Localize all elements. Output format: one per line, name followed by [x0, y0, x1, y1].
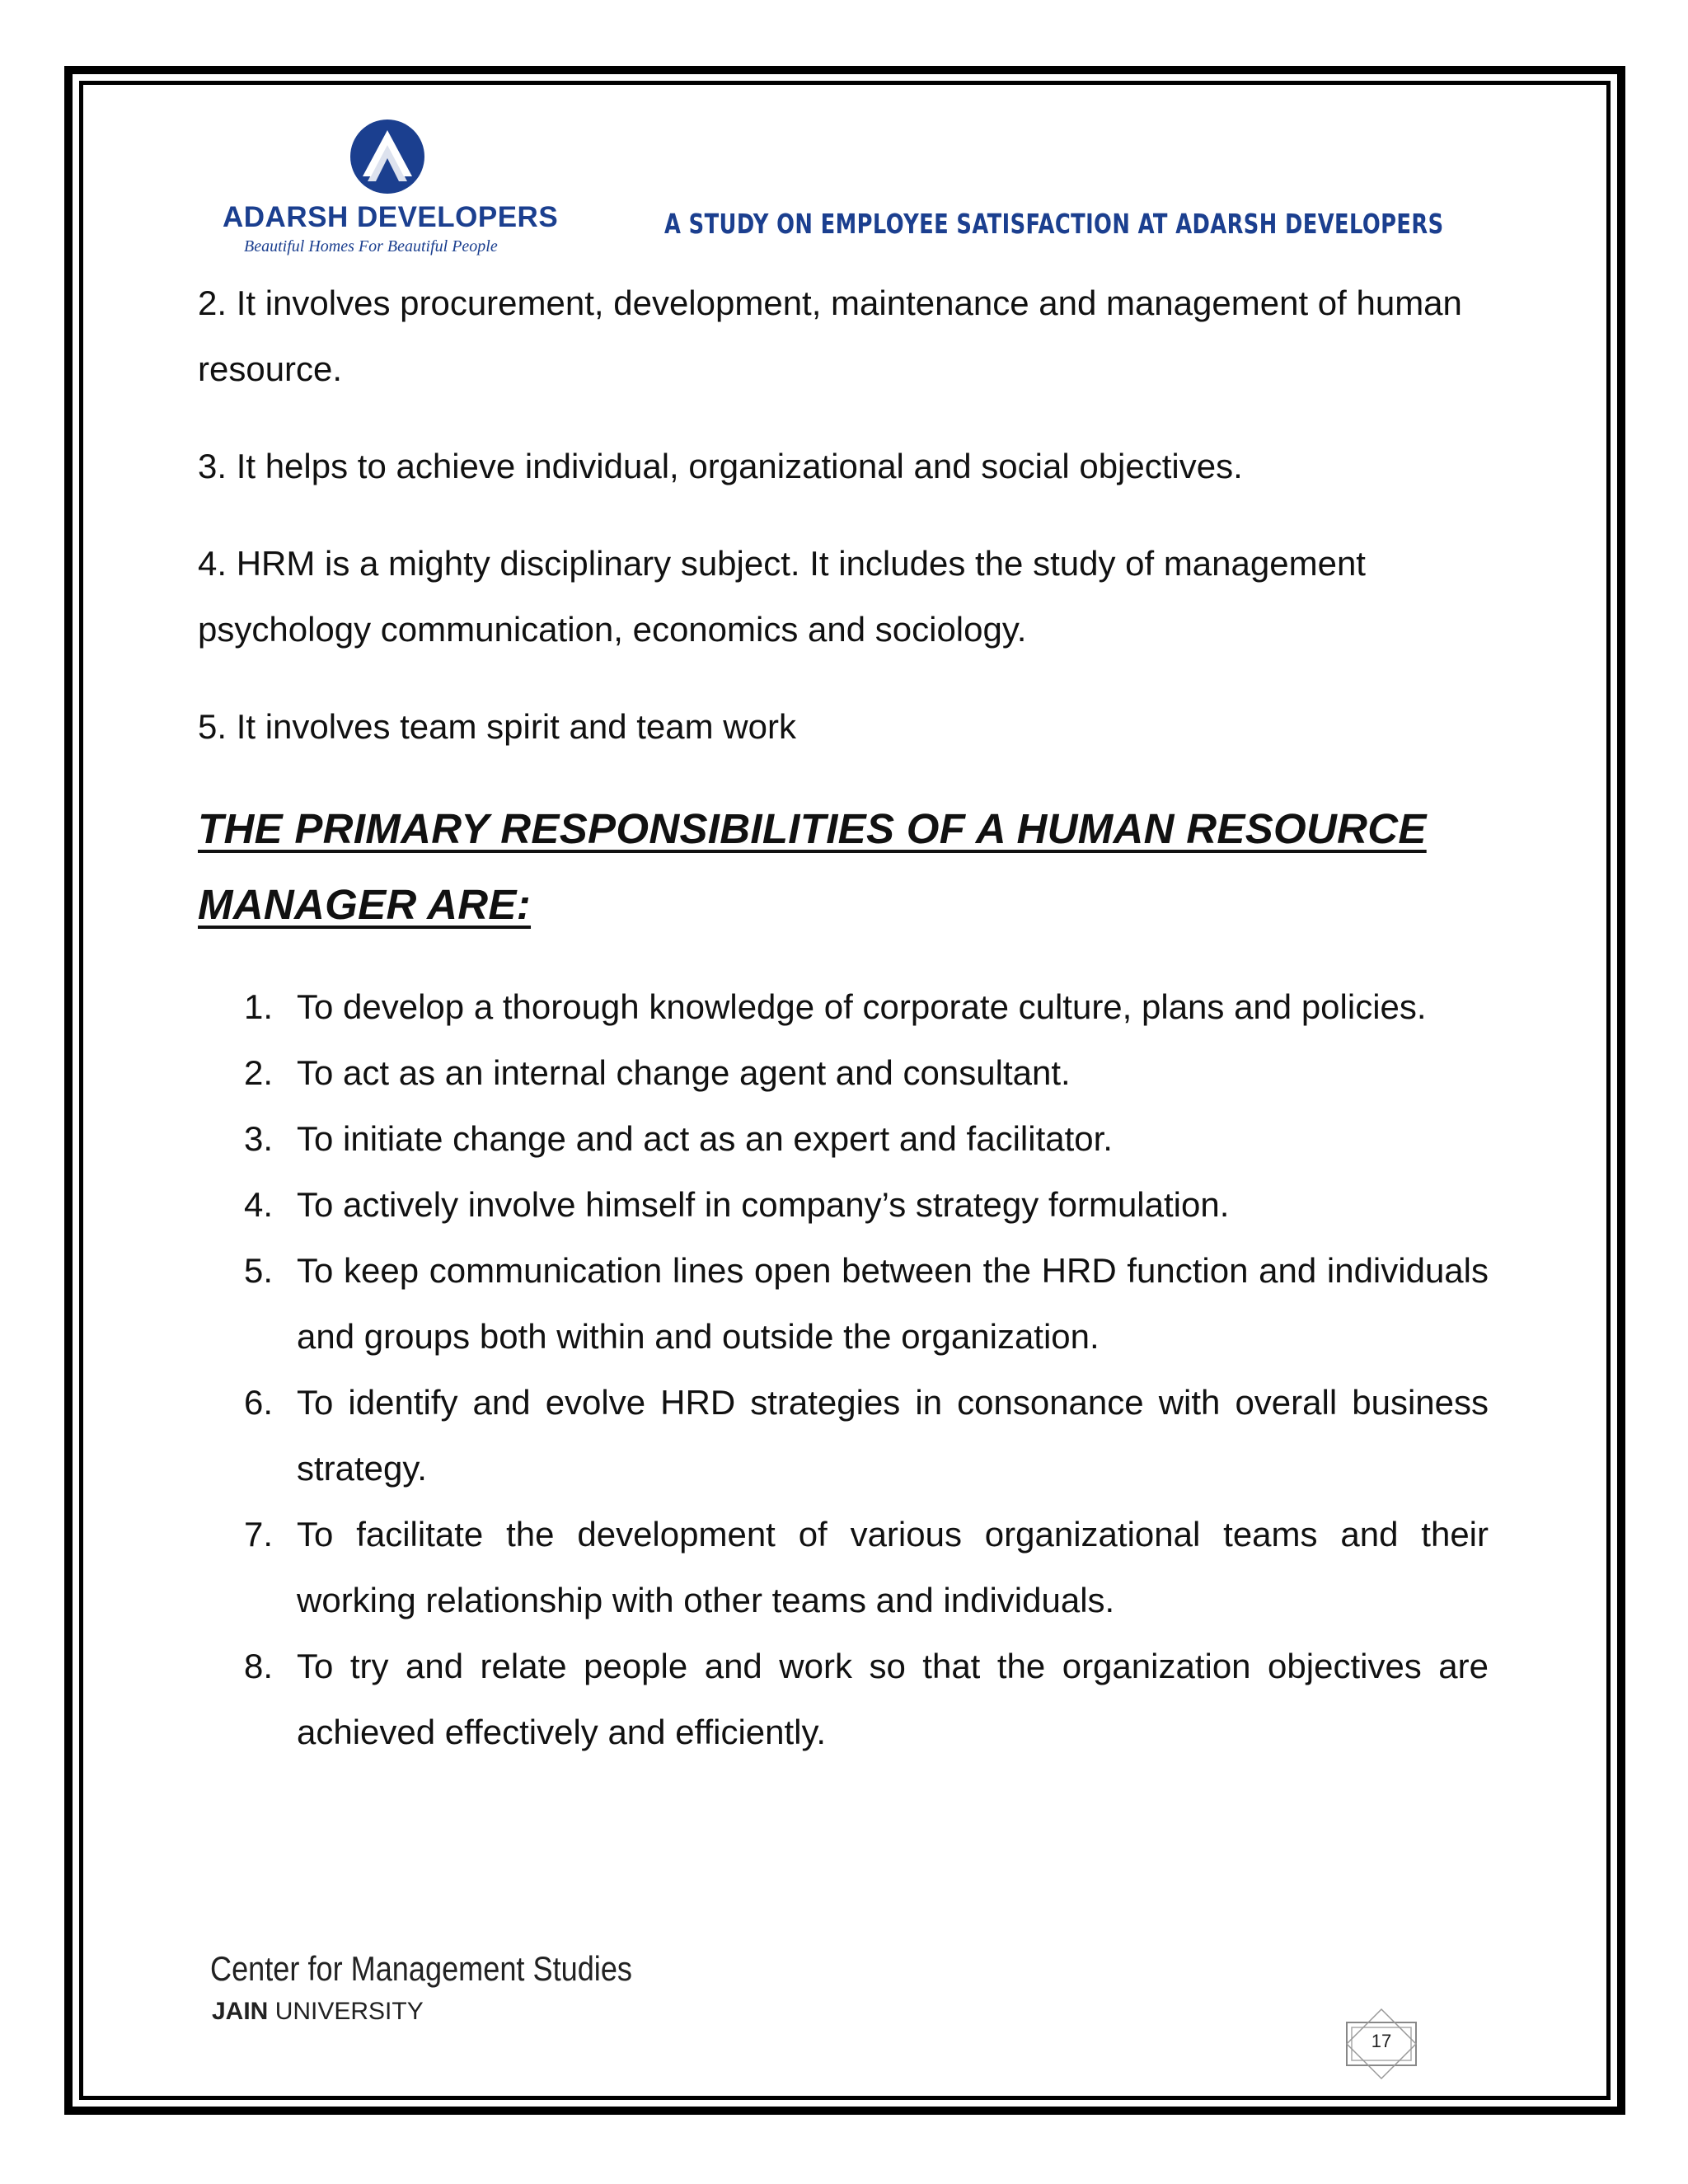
list-item-text: To try and relate people and work so that the organization objectives are achieved effectively and efficiently. [297, 1647, 1489, 1751]
intro-item: 4. HRM is a mighty disciplinary subject. It includes the study of management psychology communication, economics and sociology. [198, 544, 1366, 649]
intro-item: 2. It involves procurement, development, maintenance and management of human resource. [198, 284, 1462, 388]
brand-tagline: Beautiful Homes For Beautiful People [244, 237, 498, 255]
list-item-text: To act as an internal change agent and consultant. [297, 1053, 1071, 1092]
footer-university [212, 1998, 424, 2026]
page-content [198, 270, 1489, 1765]
list-item [198, 1172, 1489, 1238]
footer-fine-print [254, 2030, 256, 2037]
intro-item: 3. It helps to achieve individual, organizational and social objectives. [198, 447, 1243, 485]
list-item-text: To identify and evolve HRD strategies in consonance with overall business strategy. [297, 1383, 1489, 1488]
list-item [198, 1040, 1489, 1106]
list-item [198, 1370, 1489, 1502]
header-title: A STUDY ON EMPLOYEE SATISFACTION AT ADARSH DEVELOPERS [664, 208, 1444, 240]
list-item-number: 4. [244, 1185, 274, 1224]
adarsh-logo-icon [349, 119, 425, 194]
list-item-text: To actively involve himself in company’s strategy formulation. [297, 1185, 1230, 1224]
brand-name: ADARSH DEVELOPERS [223, 201, 559, 233]
page-number: 17 [1371, 2031, 1392, 2051]
list-item [198, 1238, 1489, 1370]
list-item-text: To facilitate the development of various organizational teams and their working relationship with other teams and individuals. [297, 1515, 1489, 1619]
list-item [198, 974, 1489, 1040]
footer-university-bold: JAIN [212, 1998, 269, 2025]
list-item-number: 2. [244, 1053, 274, 1092]
list-item-number: 8. [244, 1647, 274, 1685]
list-item-number: 6. [244, 1383, 274, 1422]
list-item-text: To initiate change and act as an expert and facilitator. [297, 1119, 1113, 1158]
list-item-number: 3. [244, 1119, 274, 1158]
list-item [198, 1502, 1489, 1633]
list-item [198, 1106, 1489, 1172]
list-item [198, 1633, 1489, 1765]
footer-university-rest: UNIVERSITY [268, 1998, 424, 2025]
section-heading: THE PRIMARY RESPONSIBILITIES OF A HUMAN RESOURCE MANAGER ARE: [198, 805, 1427, 928]
list-item-number: 1. [244, 987, 274, 1026]
list-item-text: To develop a thorough knowledge of corporate culture, plans and policies. [297, 987, 1427, 1026]
responsibilities-list [198, 974, 1489, 1765]
list-item-number: 5. [244, 1251, 274, 1290]
footer-center-name: Center for Management Studies [210, 1949, 632, 1988]
intro-item: 5. It involves team spirit and team work [198, 707, 796, 746]
list-item-number: 7. [244, 1515, 274, 1554]
list-item-text: To keep communication lines open between the HRD function and individuals and groups both within and outside the organization. [297, 1251, 1489, 1356]
